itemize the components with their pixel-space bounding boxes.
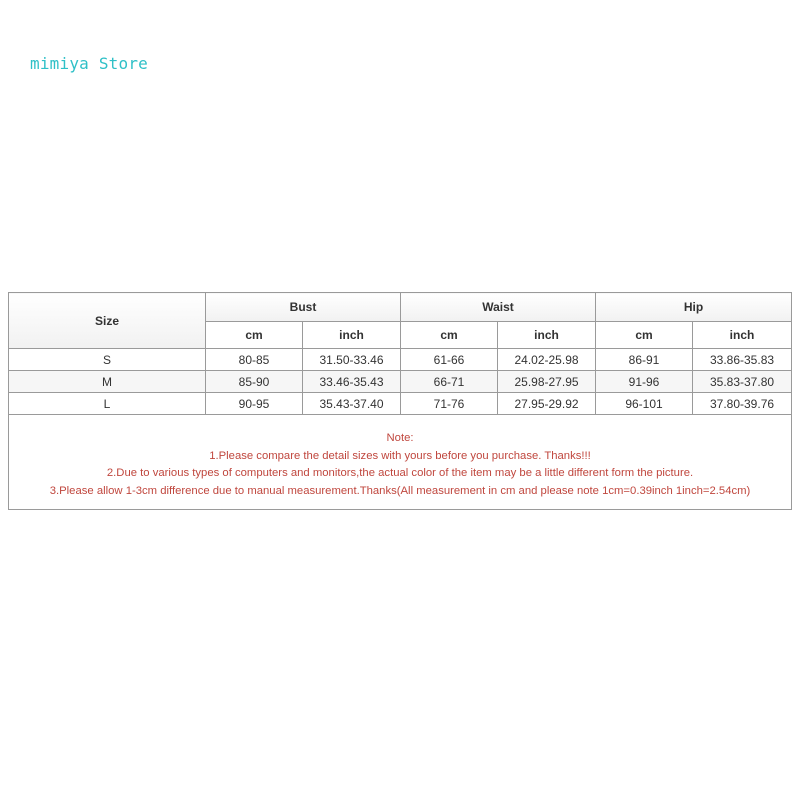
size-column-header: Size <box>9 293 206 349</box>
note-title: Note: <box>386 432 414 444</box>
bust-inch-cell: 31.50-33.46 <box>303 349 401 371</box>
waist-cm-cell: 71-76 <box>401 393 498 415</box>
bust-cm-cell: 80-85 <box>206 349 303 371</box>
bust-inch-header: inch <box>303 322 401 349</box>
table-header-row <box>9 293 792 322</box>
waist-group-header: Waist <box>401 293 596 322</box>
table-row <box>9 349 792 371</box>
waist-inch-cell: 25.98-27.95 <box>498 371 596 393</box>
bust-inch-cell: 35.43-37.40 <box>303 393 401 415</box>
table-row <box>9 371 792 393</box>
waist-inch-header: inch <box>498 322 596 349</box>
waist-cm-cell: 61-66 <box>401 349 498 371</box>
notes-row <box>9 415 792 510</box>
note-line-3: 3.Please allow 1-3cm difference due to manual measurement.Thanks(All measurement in cm and please note 1cm=0.39inch 1inch=2.54cm) <box>49 484 751 497</box>
bust-inch-cell: 33.46-35.43 <box>303 371 401 393</box>
hip-inch-cell: 37.80-39.76 <box>693 393 792 415</box>
bust-cm-cell: 90-95 <box>206 393 303 415</box>
note-line-2: 2.Due to various types of computers and monitors,the actual color of the item may be a little different form the picture. <box>106 467 694 479</box>
size-chart-table <box>8 292 792 510</box>
hip-cm-cell: 86-91 <box>596 349 693 371</box>
hip-cm-cell: 91-96 <box>596 371 693 393</box>
hip-inch-cell: 35.83-37.80 <box>693 371 792 393</box>
table-row <box>9 393 792 415</box>
size-cell: S <box>9 349 206 371</box>
size-cell: L <box>9 393 206 415</box>
waist-cm-header: cm <box>401 322 498 349</box>
store-watermark: mimiya Store <box>30 54 148 73</box>
waist-inch-cell: 27.95-29.92 <box>498 393 596 415</box>
waist-cm-cell: 66-71 <box>401 371 498 393</box>
hip-cm-cell: 96-101 <box>596 393 693 415</box>
bust-cm-header: cm <box>206 322 303 349</box>
hip-inch-cell: 33.86-35.83 <box>693 349 792 371</box>
waist-inch-cell: 24.02-25.98 <box>498 349 596 371</box>
hip-inch-header: inch <box>693 322 792 349</box>
hip-cm-header: cm <box>596 322 693 349</box>
note-line-1: 1.Please compare the detail sizes with yours before you purchase. Thanks!!! <box>209 449 591 462</box>
size-cell: M <box>9 371 206 393</box>
bust-group-header: Bust <box>206 293 401 322</box>
notes-cell <box>9 415 792 510</box>
bust-cm-cell: 85-90 <box>206 371 303 393</box>
hip-group-header: Hip <box>596 293 792 322</box>
